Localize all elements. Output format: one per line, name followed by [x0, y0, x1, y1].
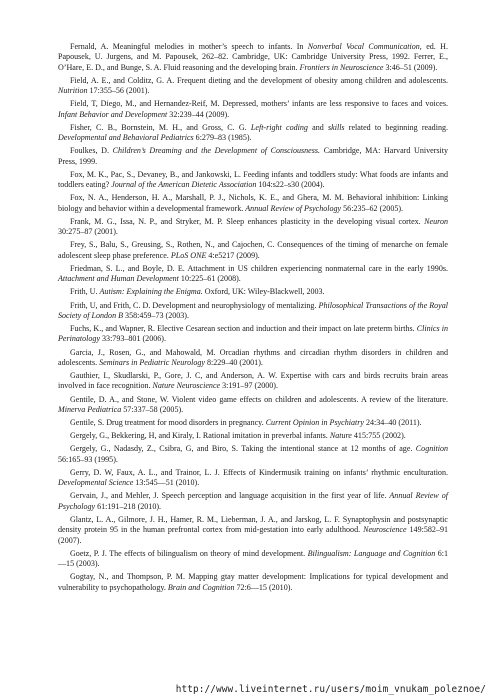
reference-source-title: Attachment and Human Development — [58, 274, 179, 284]
reference-entry — [58, 468, 448, 489]
reference-source-title: Autism: Explaining the Enigma. — [99, 287, 203, 297]
reference-source-title: Developmental and Behavioral Pediatrics — [58, 133, 194, 143]
reference-text: 56:235–62 (2005). — [341, 203, 404, 213]
reference-text: Frey, S., Balu, S., Greusing, S., Rothen, N., and Cajochen, C. Consequences of the timing of menarche on female adolescent sleep phase preference. — [58, 240, 448, 260]
reference-text: 104:s22–s30 (2004). — [256, 180, 325, 190]
reference-entry — [58, 264, 448, 285]
reference-entry — [58, 515, 448, 546]
reference-entry — [58, 418, 448, 428]
reference-source-title: Clinics in Perinatology — [58, 324, 448, 344]
reference-entry — [58, 348, 448, 369]
reference-text: 8:229–40 (2001). — [205, 357, 263, 367]
reference-list — [58, 42, 448, 596]
reference-text: Gogtay, N., and Thompson, P. M. Mapping gtay matter development: Implications for typical development and vulnerability to psychopathology. — [58, 572, 448, 592]
reference-text: Fernald, A. Meaningful melodies in mother’s speech to infants. In — [70, 42, 308, 51]
reference-entry — [58, 491, 448, 512]
reference-source-title: Journal of the American Dietetic Association — [111, 180, 257, 190]
reference-source-title: Neuron — [424, 216, 448, 226]
reference-text: Gervain, J., and Mehler, J. Speech perception and language acquisition in the first year of life. — [70, 491, 390, 501]
reference-text: 24:34–40 (2011). — [363, 418, 422, 427]
reference-source-title: Annual Review of Psychology — [245, 203, 342, 213]
reference-entry — [58, 431, 448, 441]
reference-source-title: Brain and Cognition — [167, 582, 235, 592]
reference-entry — [58, 42, 448, 73]
reference-text: 13:545—51 (2010). — [133, 478, 200, 488]
reference-text: Foulkes, D. — [70, 146, 113, 156]
reference-text: Fuchs, K., and Wapner, R. Elective Cesarean section and induction and their impact on late preterm births. — [70, 324, 417, 333]
reference-text: 72:6—15 (2010). — [234, 582, 293, 592]
reference-text: Cambridge, MA: Harvard University Press, 1999. — [58, 146, 448, 166]
reference-source-title: Neuroscience — [363, 525, 407, 535]
reference-text: 30:275–87 (2001). — [58, 227, 118, 237]
reference-entry — [58, 549, 448, 570]
reference-text: 3:191–97 (2000). — [220, 381, 278, 391]
reference-text: 6:1—15 (2003). — [58, 548, 448, 568]
reference-source-title: Frontiers in Neuroscience — [299, 62, 384, 72]
reference-source-title: Minerva Pediatrica — [58, 404, 122, 414]
reference-text: Frith, U. — [70, 287, 100, 297]
reference-text: Frith, U, and Frith, C. D. Development and neurophysiology of mentalizing. — [70, 300, 319, 310]
reference-entry — [58, 287, 448, 297]
reference-entry — [58, 123, 448, 144]
reference-text: 415:755 (2002). — [351, 431, 406, 441]
reference-text: Goetz, P. J. The effects of bilingualism on theory of mind development. — [70, 548, 308, 558]
reference-source-title: Current Opinion in Psychiatry — [265, 418, 364, 427]
reference-text: Gergely, G., Nadasdy, Z., Csibra, G, and Biro, S. Taking the intentional stance at 12 months of age. — [70, 444, 416, 454]
reference-text: Field, A. E., and Colditz, G. A. Frequent dieting and the development of obesity among children and adolescents. — [70, 75, 448, 85]
reference-entry — [58, 146, 448, 167]
reference-entry — [58, 99, 448, 120]
reference-source-title: Cognition — [415, 444, 448, 454]
reference-source-title: PLoS ONE — [170, 250, 207, 260]
reference-entry — [58, 371, 448, 392]
reference-entry — [58, 170, 448, 191]
reference-text: Fisher, C. B., Bornstein, M. H., and Gross, C. G. — [70, 122, 251, 132]
reference-source-title: Seminars in Pediatric Neurology — [99, 357, 205, 367]
reference-text: 4:e5217 (2009). — [206, 250, 260, 260]
reference-entry — [58, 301, 448, 322]
reference-text: 32:239–44 (2009). — [167, 109, 230, 119]
reference-source-title: Nature Neuroscience — [152, 381, 221, 391]
reference-text: Gerry, D. W, Faux, A. L., and Trainor, L. J. Effects of Kindermusik training on infants’ rhythmic enculturation. — [70, 467, 448, 477]
reference-source-title: Nutrition — [58, 86, 88, 96]
watermark-url: http://www.liveinternet.ru/users/moim_vnukam_poleznoe/ — [175, 684, 486, 695]
reference-source-title: Annual Review of Psychology — [58, 491, 448, 511]
reference-text: Gentile, D. A., and Stone, W. Violent video game effects on children and adolescents. A review of the literature. — [70, 394, 448, 404]
reference-text: Garcia, J., Rosen, G., and Mahowald, M. Orcadian rhythms and circadian rhythm disorders in children and adolescents. — [58, 347, 448, 367]
reference-entry — [58, 193, 448, 214]
reference-text: Oxford, UK: Wiley-Blackwell, 2003. — [202, 287, 325, 297]
reference-text: Gauthier, I., Skudlarski, P., Gore, J. C, and Anderson, A. W. Expertise with cars and birds recruits brain areas involved in face recognition. — [58, 371, 448, 391]
reference-text: 57:337–58 (2005). — [121, 404, 184, 414]
reference-entry — [58, 217, 448, 238]
reference-text: 17:355–56 (2001). — [87, 86, 150, 96]
reference-text: 56:165–93 (1995). — [58, 454, 118, 464]
reference-entry — [58, 444, 448, 465]
reference-text: 358:459–73 (2003). — [123, 310, 189, 320]
reference-source-title: Nonverbal Vocal Communication, — [307, 42, 422, 51]
reference-text: and — [307, 122, 329, 132]
reference-entry — [58, 324, 448, 345]
reference-source-title: Developmental Science — [58, 478, 134, 488]
reference-source-title: Infant Behavior and Development — [58, 109, 168, 119]
reference-source-title: Bilingualism: Language and Cognition — [307, 548, 436, 558]
reference-entry — [58, 395, 448, 416]
reference-source-title: Philosophical Transactions of the Royal Society of London B — [58, 300, 448, 320]
reference-source-title: Nature — [329, 431, 352, 441]
reference-entry — [58, 76, 448, 97]
reference-text: 149:582–91 (2007). — [58, 525, 448, 545]
reference-source-title: Left-right coding — [250, 122, 308, 132]
reference-source-title: Children’s Dreaming and the Development of Consciousness. — [112, 146, 321, 156]
reference-text: 6:279–83 (1985). — [193, 133, 252, 143]
reference-text: 10:225–61 (2008). — [178, 274, 241, 284]
reference-text: Friedman, S. L., and Boyle, D. E. Attachment in US children experiencing nonmaternal care in the early 1990s. — [70, 263, 448, 273]
reference-text: 3:46–51 (2009). — [383, 62, 438, 72]
reference-text: ed. H. Papousek, U. Jurgens, and M. Papousek, 262–82. Cambridge, UK: Cambridge University Press, 1992. Ferrer, E., O’Hare, E. D., and Bunge, S. A. Fluid reasoning and the developing brain. — [58, 42, 449, 72]
reference-text: 61:191–218 (2010). — [95, 501, 162, 511]
reference-text: Gentile, S. Drug treatment for mood disorders in pregnancy. — [70, 418, 266, 427]
reference-entry — [58, 572, 448, 593]
reference-text: Fox, M. K., Pac, S., Devaney, B., and Jankowski, L. Feeding infants and toddlers study: What foods are infants and toddlers eating? — [58, 169, 448, 190]
reference-text: 33:793–801 (2006). — [100, 334, 166, 344]
reference-text: Fox, N. A., Henderson, H. A., Marshall, P. J., Nichols, K. E., and Ghera, M. M. Behavioral inhibition: Linking biology and behavior within a developmental framework. — [58, 193, 448, 213]
reference-source-title: skills — [328, 122, 345, 132]
reference-text: Glantz, L. A., Gilmore, J. H., Hamer, R. M., Lieberman, J. A., and Jarskog, L. F. Synaptophysin and postsynaptic density protein 95 in the human prefrontal cortex from mid-gestation into early adulthood. — [58, 514, 448, 535]
reference-text: Field, T, Diego, M., and Hernandez-Reif, M. Depressed, mothers’ infants are less responsive to faces and voices. — [70, 99, 448, 109]
reference-entry — [58, 240, 448, 261]
reference-text: related to beginning reading. — [344, 122, 448, 132]
reference-text: Gergely, G., Bekkering, H, and Kiraly, I. Rational imitation in preverbal infants. — [70, 431, 330, 441]
reference-text: Frank, M. G., Issa, N. P., and Stryker, M. P. Sleep enhances plasticity in the developing visual cortex. — [70, 216, 425, 226]
